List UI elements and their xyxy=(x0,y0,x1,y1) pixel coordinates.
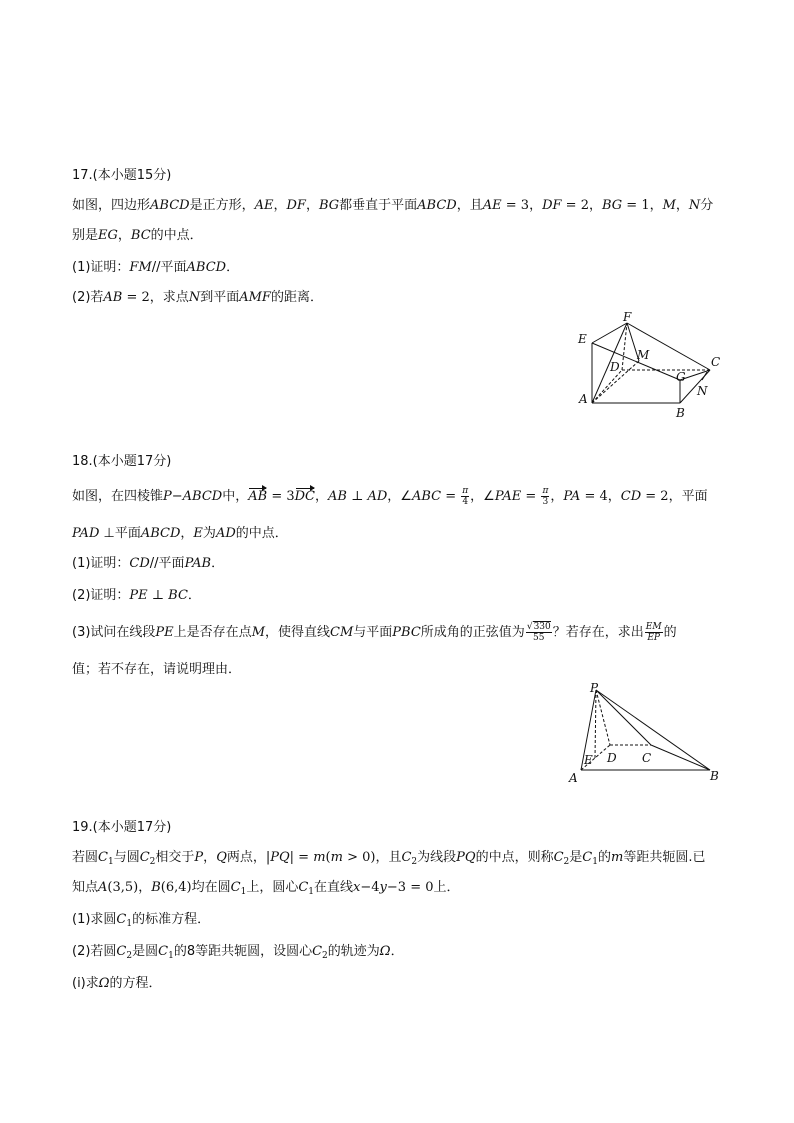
label-B: B xyxy=(676,406,685,420)
q19-stem-line2: 知点A(3,5)，B(6,4)均在圆$C_1$上，圆心$C_1$在直线x−4y−3 = 0上． xyxy=(72,880,460,897)
label-A: A xyxy=(579,392,588,406)
q19-part3: (i)求Ω的方程． xyxy=(72,976,162,991)
label-C: C xyxy=(642,751,652,765)
q17-stem-line2: 别是EG，BC的中点． xyxy=(72,228,203,243)
label-E: E xyxy=(578,332,587,346)
q17-heading: 17.(本小题15分) xyxy=(72,168,172,183)
label-C: C xyxy=(711,355,721,369)
q18-figure xyxy=(565,680,735,790)
q19-part2: (2)若圆$C_2$是圆$C_1$的8等距共轭圆，设圆心$C_2$的轨迹为Ω． xyxy=(72,944,404,961)
q18-part3: (3)试问在线段PE上是否存在点M，使得直线CM与平面PBC所成角的正弦值为 $\frac{√330}{55}$ ？若存在，求出 $\frac{EM}{EP}$ 的 xyxy=(72,622,677,643)
edge-PE xyxy=(595,690,596,758)
edge-AD xyxy=(592,370,622,403)
q19-stem-line1: 若圆$C_1$与圆$C_2$相交于P，Q两点，|PQ| = m(m > 0)，且$C_2$为线段PQ的中点，则称$C_2$是$C_1$的m等距共轭圆.已 xyxy=(72,850,706,867)
edge-EG xyxy=(592,343,680,380)
q17-part2: (2)若AB = 2，求点N到平面AMF的距离． xyxy=(72,290,323,305)
edge-EF xyxy=(592,323,627,343)
q17-part1: (1)证明：FM//平面ABCD． xyxy=(72,260,240,275)
label-D: D xyxy=(607,751,617,765)
q18-heading: 18.(本小题17分) xyxy=(72,454,172,469)
label-B: B xyxy=(710,769,719,783)
label-P: P xyxy=(590,681,599,695)
label-E: E xyxy=(584,753,593,767)
edge-CN xyxy=(702,372,707,380)
label-D: D xyxy=(610,360,620,374)
label-A: A xyxy=(569,771,578,785)
label-F: F xyxy=(623,310,632,324)
q18-stem-line1: 如图，在四棱锥P−ABCD中，AB = 3DC，AB ⊥ AD，∠ABC = $\frac{\pi}{4}$ ，∠PAE = $\frac{\pi}{3}$ ，PA = 4，CD = 2，平面 xyxy=(72,486,708,507)
q18-part1: (1)证明：CD//平面PAB． xyxy=(72,556,225,571)
label-M: M xyxy=(637,348,650,362)
q19-part1: (1)求圆$C_1$的标准方程． xyxy=(72,912,211,929)
edge-PC xyxy=(596,690,651,745)
q17-stem-line1: 如图，四边形ABCD是正方形，AE，DF，BG都垂直于平面ABCD，且AE = 3，DF = 2，BG = 1，M，N分 xyxy=(72,198,714,213)
label-G: G xyxy=(676,370,686,384)
edge-DF xyxy=(622,323,627,370)
label-N: N xyxy=(697,384,708,398)
q18-part2: (2)证明：PE ⊥ BC． xyxy=(72,588,201,603)
q18-stem-line2: PAD ⊥平面ABCD，E为AD的中点． xyxy=(72,526,288,541)
q17-figure xyxy=(570,310,730,420)
q18-part3-cont: 值；若不存在，请说明理由． xyxy=(72,662,242,677)
q19-heading: 19.(本小题17分) xyxy=(72,820,172,835)
